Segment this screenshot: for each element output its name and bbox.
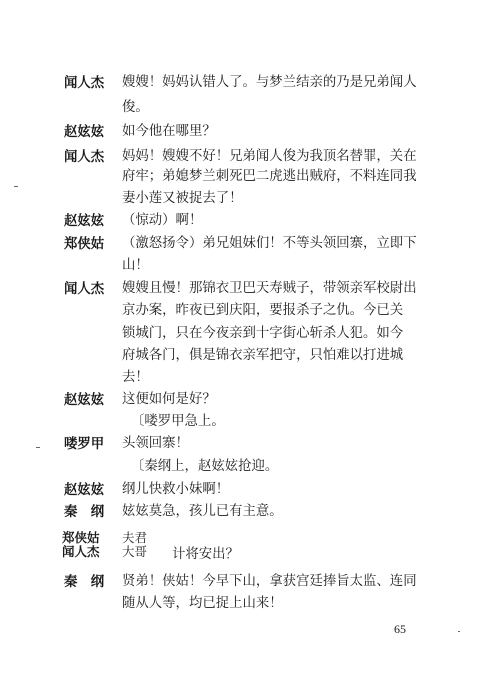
speaker-name: 闻人杰 (62, 544, 100, 559)
dialogue-text: 纲儿快救小妹啊！ (122, 482, 230, 497)
speaker-name: 赵妶妶 (64, 392, 105, 408)
dialogue-text: 俊。 (122, 100, 149, 115)
dialogue-text: 妻小莲又被捉去了！ (122, 191, 243, 206)
dialogue-text: 这便如何是好？ (122, 392, 216, 407)
speaker-name: 赵妶妶 (64, 213, 105, 229)
dialogue-text: 如今他在哪里？ (122, 124, 216, 139)
dialogue-text: 锁城门，只在今夜亲到十字街心斩杀人犯。如今 (122, 326, 404, 341)
dialogue-text: 府牢；弟媳梦兰刺死巴二虎逃出贼府，不料连同我 (122, 169, 417, 184)
dialogue-text: 头领回寨！ (122, 436, 189, 451)
speaker-name: 秦 纲 (64, 504, 105, 520)
dialogue-text: （惊动）啊！ (122, 213, 203, 228)
speaker-name: 赵妶妶 (64, 124, 105, 140)
dialogue-text: 京办案，昨夜已到庆阳，要报杀子之仇。今已关 (122, 303, 404, 318)
dialogue-text: 妈妈！嫂嫂不好！兄弟闻人俊为我顶名替罪，关在 (122, 149, 417, 164)
speaker-name: 闻人杰 (64, 281, 105, 297)
stage-direction-text: 〔喽罗甲急上。 (131, 414, 225, 429)
address-term: 大哥 (122, 544, 148, 559)
speaker-name: 赵妶妶 (64, 482, 105, 498)
dialogue-text: 府城各门，俱是锦衣亲军把守，只怕难以打进城 (122, 348, 404, 363)
address-term: 夫君 (122, 530, 148, 545)
stage-direction-text: 〔秦纲上，赵妶妶抢迎。 (131, 459, 279, 474)
dialogue-text: 随从人等，均已捉上山来！ (122, 596, 283, 611)
speaker-name: 喽罗甲 (64, 436, 105, 452)
dialogue-text: 山！ (122, 258, 149, 273)
speaker-name: 闻人杰 (64, 149, 105, 165)
scan-mark (458, 631, 460, 632)
dialogue-text: 嫂嫂！妈妈认错人了。与梦兰结亲的乃是兄弟闻人 (122, 75, 417, 90)
speaker-name: 郑侠姑 (64, 236, 105, 252)
speaker-name: 秦 纲 (64, 574, 105, 590)
scan-mark (14, 186, 18, 187)
speaker-name: 郑侠姑 (62, 530, 100, 545)
dialogue-text: 贤弟！侠姑！今早下山，拿获宫廷捧旨太监、连同 (122, 574, 417, 589)
scan-mark (36, 447, 40, 448)
speaker-name: 闻人杰 (64, 75, 105, 91)
dialogue-text: 嫂嫂且慢！那锦衣卫巴天寿贼子，带领亲军校尉出 (122, 281, 417, 296)
dialogue-text: 计将安出？ (172, 547, 239, 562)
dialogue-text: 去！ (122, 370, 149, 385)
page-number: 65 (394, 622, 406, 636)
dialogue-text: （激怒扬令）弟兄姐妹们！不等头领回寨，立即下 (122, 236, 417, 251)
dialogue-text: 妶妶莫急，孩儿已有主意。 (122, 504, 283, 519)
